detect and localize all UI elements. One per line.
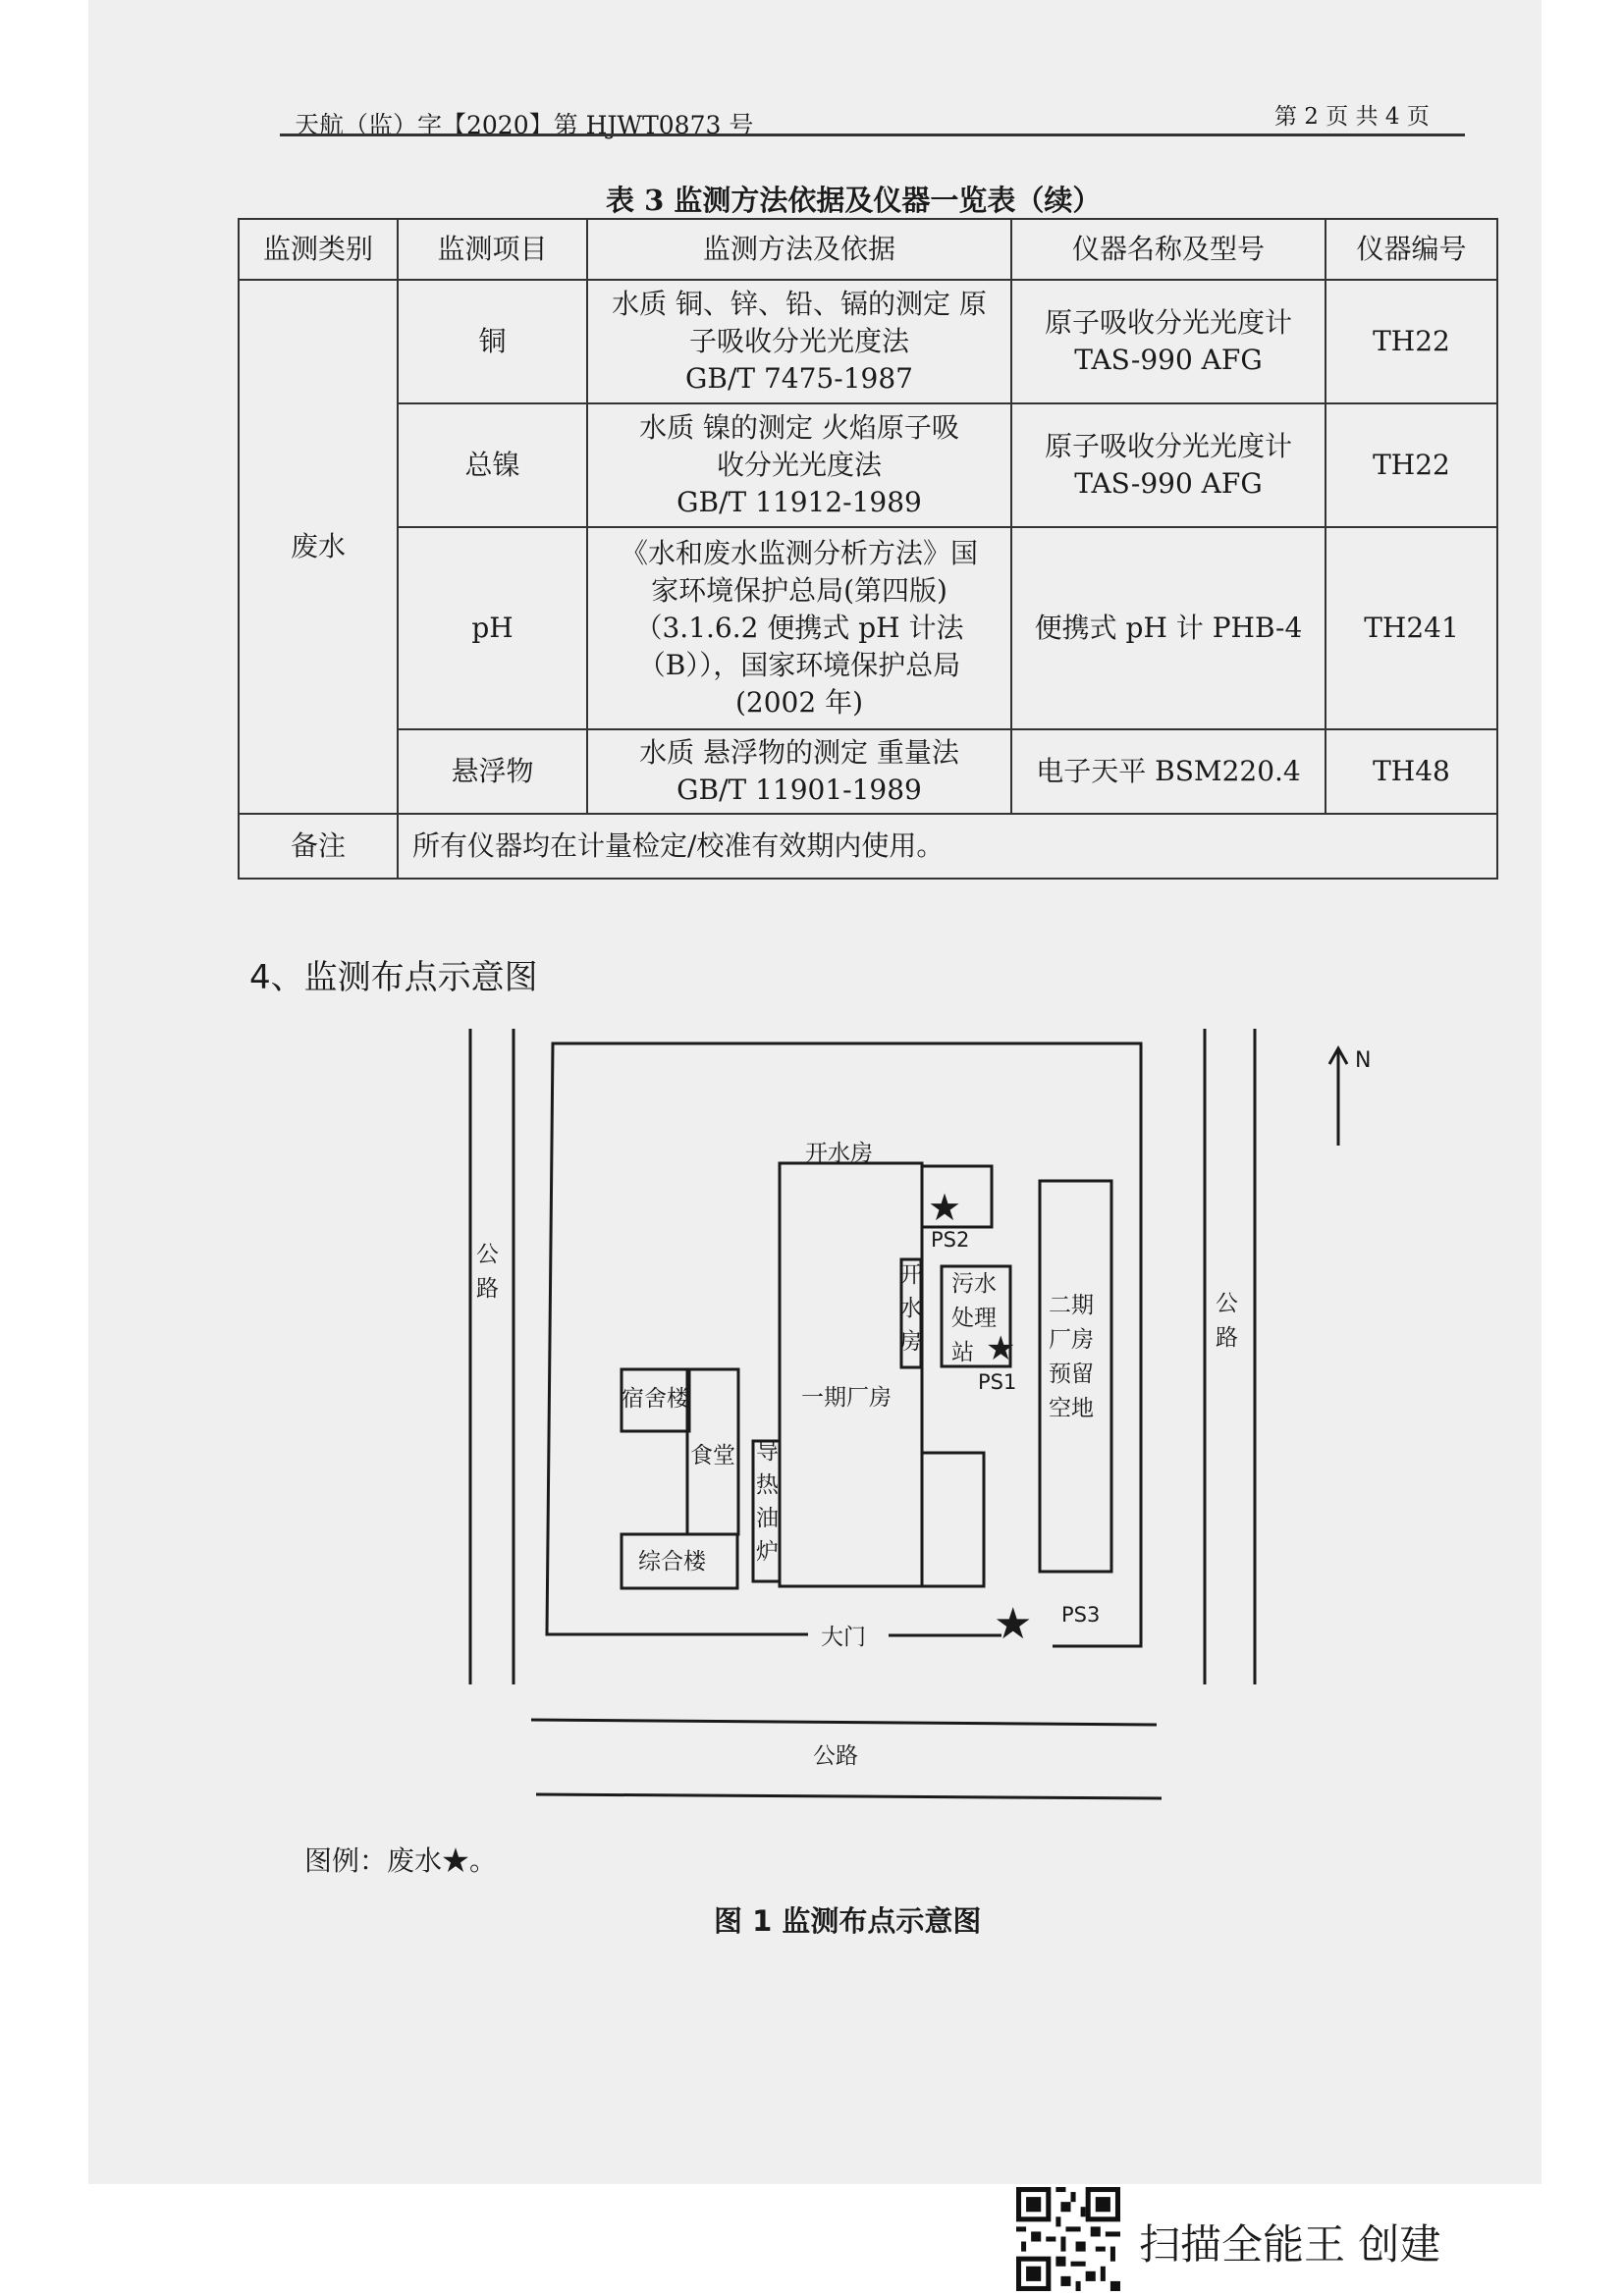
column-header: 监测类别	[239, 219, 398, 280]
section-title: 4、监测布点示意图	[249, 958, 538, 997]
dormitory-label: 宿舍楼	[622, 1386, 689, 1412]
number-cell: TH22	[1325, 280, 1497, 403]
road-label-right: 公	[1216, 1291, 1238, 1316]
point-label-ps1: PS1	[978, 1370, 1017, 1394]
note-text: 所有仪器均在计量检定/校准有效期内使用。	[398, 814, 1497, 879]
road-label-right: 路	[1216, 1325, 1238, 1351]
method-line: 子吸收分光光度法	[688, 325, 909, 357]
method-line: 水质 铜、锌、铅、镉的测定 原	[612, 288, 987, 320]
annex-building	[922, 1453, 984, 1586]
complex-label: 综合楼	[638, 1549, 706, 1575]
item-cell: 铜	[398, 280, 587, 403]
phase1-building	[780, 1163, 922, 1586]
wastewater-star-ps2: ★	[928, 1186, 962, 1229]
number-cell: TH48	[1325, 729, 1497, 814]
road-label-left: 公	[476, 1242, 499, 1267]
method-line: 家环境保护总局(第四版)	[651, 574, 947, 607]
instrument-line: 便携式 pH 计 PHB-4	[1034, 612, 1303, 644]
road-label-bottom: 公路	[813, 1743, 858, 1769]
canteen-label: 食堂	[690, 1443, 735, 1468]
note-label: 备注	[239, 814, 398, 879]
instrument-line: 原子吸收分光光度计	[1044, 306, 1292, 339]
item-cell: 悬浮物	[398, 729, 587, 814]
page-info: 第 2 页 共 4 页	[1274, 104, 1430, 130]
instrument-line: 电子天平 BSM220.4	[1036, 755, 1301, 787]
report-number: 天航（监）字【2020】第 HJWT0873 号	[295, 111, 754, 139]
method-line: GB/T 11912-1989	[676, 486, 922, 518]
phase2-label: 预留	[1049, 1362, 1094, 1387]
method-line: （B）），国家环境保护总局	[637, 649, 961, 681]
column-header: 监测方法及依据	[587, 219, 1011, 280]
boiler-room-side-label: 水	[899, 1296, 922, 1321]
oil-furnace-label: 热	[756, 1472, 779, 1498]
instrument-line: TAS-990 AFG	[1074, 344, 1263, 376]
column-header: 仪器编号	[1325, 219, 1497, 280]
map-legend: 图例：废水★。	[304, 1844, 498, 1877]
road-line	[536, 1794, 1162, 1798]
point-label-ps3: PS3	[1061, 1603, 1101, 1627]
boiler-room-label: 开水房	[805, 1141, 873, 1166]
method-line: （3.1.6.2 便携式 pH 计法	[634, 612, 964, 644]
oil-furnace-label: 油	[756, 1506, 779, 1531]
number-cell: TH22	[1325, 403, 1497, 527]
sewage-label: 站	[951, 1340, 974, 1365]
road-line	[531, 1720, 1157, 1725]
category-cell: 废水	[239, 280, 398, 814]
item-cell: 总镍	[398, 403, 587, 527]
number-cell: TH241	[1325, 527, 1497, 729]
oil-furnace-label: 导	[756, 1439, 779, 1465]
oil-furnace-label: 炉	[756, 1539, 779, 1565]
wastewater-star-ps3: ★	[994, 1599, 1033, 1649]
north-label: N	[1355, 1048, 1372, 1073]
method-line: 收分光光度法	[716, 449, 882, 481]
method-line: (2002 年)	[734, 686, 863, 719]
qr-code-icon	[1016, 2187, 1120, 2291]
phase2-label: 空地	[1049, 1396, 1094, 1421]
method-line: GB/T 7475-1987	[685, 362, 913, 395]
column-header: 监测项目	[398, 219, 587, 280]
table-caption: 表 3 监测方法依据及仪器一览表（续）	[606, 184, 1102, 217]
method-line: 《水和废水监测分析方法》国	[620, 537, 978, 569]
method-line: 水质 悬浮物的测定 重量法	[639, 736, 959, 769]
sewage-label: 处理	[951, 1306, 997, 1331]
phase2-label: 厂房	[1049, 1327, 1094, 1353]
sewage-label: 污水	[951, 1271, 997, 1297]
wastewater-star-ps1: ★	[986, 1329, 1016, 1368]
scanner-watermark: 扫描全能王 创建	[1139, 2220, 1441, 2269]
instrument-line: 原子吸收分光光度计	[1044, 430, 1292, 462]
road-label-left: 路	[476, 1276, 499, 1302]
phase1-label: 一期厂房	[801, 1385, 892, 1411]
instrument-line: TAS-990 AFG	[1074, 467, 1263, 500]
phase2-label: 二期	[1049, 1293, 1094, 1318]
column-header: 仪器名称及型号	[1011, 219, 1325, 280]
boiler-room-side-label: 房	[899, 1329, 922, 1355]
boiler-room-side-label: 开	[899, 1262, 922, 1288]
method-line: 水质 镍的测定 火焰原子吸	[639, 411, 959, 444]
figure-caption: 图 1 监测布点示意图	[714, 1904, 982, 1938]
item-cell: pH	[398, 527, 587, 729]
gate-label: 大门	[821, 1625, 866, 1650]
method-line: GB/T 11901-1989	[676, 774, 922, 806]
point-label-ps2: PS2	[931, 1228, 970, 1252]
